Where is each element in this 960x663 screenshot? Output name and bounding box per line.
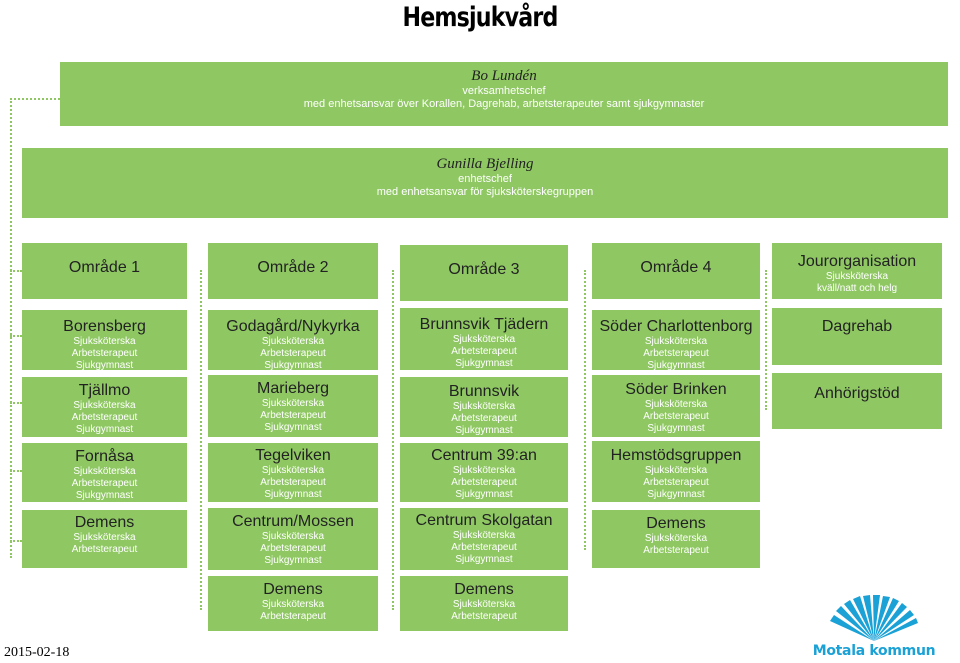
connector-line [10,98,60,100]
staff-role: Sjuksköterska [644,533,708,544]
staff-role: Sjukgymnast [455,489,513,500]
connector-line [10,98,12,558]
area-header [772,243,942,299]
staff-role: Arbetsterapeut [260,477,326,488]
unit-name: Anhörigstöd [814,385,900,402]
staff-role: Arbetsterapeut [643,411,709,422]
unit-head-name: Gunilla Bjelling [436,156,534,172]
head-desc: med enhetsansvar över Korallen, Dagrehab, arbetsterapeuter samt sjukgymnaster [303,98,705,110]
unit-name: Söder Brinken [625,381,727,398]
logo [804,595,944,663]
unit-box [592,441,760,502]
unit-box [772,308,942,365]
unit-head-box [22,148,948,218]
staff-role: Sjuksköterska [261,465,325,476]
unit-box [22,310,187,370]
staff-role: Arbetsterapeut [643,545,709,556]
staff-role: Arbetsterapeut [451,477,517,488]
staff-role: Sjukgymnast [455,358,513,369]
staff-role: Sjuksköterska [73,466,136,477]
unit-box [592,310,760,370]
staff-role: Sjuksköterska [452,465,516,476]
staff-role: Sjuksköterska [261,599,325,610]
connector-line [10,270,22,272]
staff-role: Sjukgymnast [647,360,705,371]
staff-role: Sjukgymnast [647,489,705,500]
unit-name: Brunnsvik Tjädern [419,316,549,333]
unit-name: Marieberg [256,380,330,397]
staff-role: Sjukgymnast [264,555,322,566]
staff-role: Arbetsterapeut [451,346,517,357]
staff-role: Sjuksköterska [452,401,516,412]
unit-box [208,508,378,570]
unit-name: Fornåsa [75,448,134,465]
page-title: Hemsjukvård [402,2,558,33]
unit-box [22,510,187,568]
unit-box [208,576,378,631]
staff-role: Arbetsterapeut [260,543,326,554]
staff-role: Sjukgymnast [647,423,705,434]
staff-role: Sjukgymnast [75,360,134,371]
unit-name: Tjällmo [78,382,131,399]
unit-box [208,443,378,502]
shell-logo-icon [804,595,944,645]
unit-box [208,310,378,370]
staff-role: Sjukgymnast [264,489,322,500]
unit-box [592,510,760,568]
staff-role: Sjuksköterska [73,532,136,543]
staff-role: Arbetsterapeut [260,410,326,421]
unit-head-desc: med enhetsansvar för sjuksköterskegruppen [376,186,594,198]
unit-box [208,375,378,437]
unit-name: Centrum Skolgatan [415,512,553,529]
connector-line [584,270,586,550]
connector-line [10,402,22,404]
staff-role: Arbetsterapeut [451,611,517,622]
connector-line [392,270,394,610]
staff-role: Sjuksköterska [452,599,516,610]
staff-role: Sjuksköterska [644,399,708,410]
unit-box [22,377,187,437]
staff-role: Sjukgymnast [264,422,322,433]
staff-role: Arbetsterapeut [643,348,709,359]
staff-role: Arbetsterapeut [71,478,138,489]
unit-box [400,308,568,370]
head-role: verksamhetschef [462,85,546,97]
unit-name: Tegelviken [255,447,331,464]
connector-line [10,335,22,337]
area-header [592,243,760,299]
staff-role: Sjuksköterska [644,336,708,347]
date-label: 2015-02-18 [4,645,70,660]
area-name: Område 3 [448,261,520,278]
unit-name: Hemstödsgruppen [610,447,742,464]
area-name: Område 2 [257,259,329,276]
staff-role: Arbetsterapeut [71,348,138,359]
unit-box [400,377,568,437]
unit-box [400,576,568,631]
unit-head-role: enhetschef [458,173,512,185]
staff-role: Sjukgymnast [455,425,513,436]
logo-text: Motala kommun [812,643,936,659]
staff-role: Arbetsterapeut [260,611,326,622]
staff-role: Arbetsterapeut [260,348,326,359]
head-name: Bo Lundén [471,68,537,84]
staff-role: Sjukgymnast [75,424,134,435]
area-name: Område 1 [68,259,141,276]
connector-line [10,540,22,542]
unit-name: Dagrehab [821,318,893,335]
area-header [208,243,378,299]
unit-name: Demens [74,514,135,531]
unit-box [22,443,187,502]
unit-name: Godagård/Nykyrka [226,318,360,335]
unit-name: Centrum 39:an [431,447,537,464]
unit-name: Borensberg [63,318,146,335]
unit-box [772,373,942,429]
area-header [400,245,568,301]
connector-line [765,270,767,410]
area-line: Sjuksköterska [825,271,889,282]
unit-name: Demens [646,515,706,532]
staff-role: Sjukgymnast [264,360,322,371]
connector-line [10,470,22,472]
staff-role: Sjuksköterska [73,336,136,347]
connector-line [200,270,202,610]
staff-role: Sjuksköterska [452,334,516,345]
head-box [60,62,948,126]
unit-name: Demens [263,581,323,598]
unit-name: Centrum/Mossen [232,513,354,530]
unit-box [400,443,568,502]
area-name: Område 4 [640,259,712,276]
staff-role: Sjukgymnast [455,554,513,565]
unit-box [400,508,568,570]
staff-role: Arbetsterapeut [451,413,517,424]
staff-role: Sjuksköterska [261,531,325,542]
staff-role: Sjuksköterska [261,336,325,347]
staff-role: Sjuksköterska [73,400,136,411]
area-name: Jourorganisation [797,253,917,270]
staff-role: Sjuksköterska [261,398,325,409]
area-header [22,243,187,299]
staff-role: Arbetsterapeut [71,412,138,423]
unit-box [592,375,760,437]
staff-role: Arbetsterapeut [643,477,709,488]
staff-role: Sjuksköterska [644,465,708,476]
staff-role: Sjukgymnast [75,490,134,501]
area-line: kväll/natt och helg [816,283,898,294]
unit-name: Söder Charlottenborg [599,318,753,335]
unit-name: Brunnsvik [448,383,520,400]
staff-role: Arbetsterapeut [451,542,517,553]
unit-name: Demens [454,581,514,598]
staff-role: Sjuksköterska [452,530,516,541]
staff-role: Arbetsterapeut [71,544,138,555]
